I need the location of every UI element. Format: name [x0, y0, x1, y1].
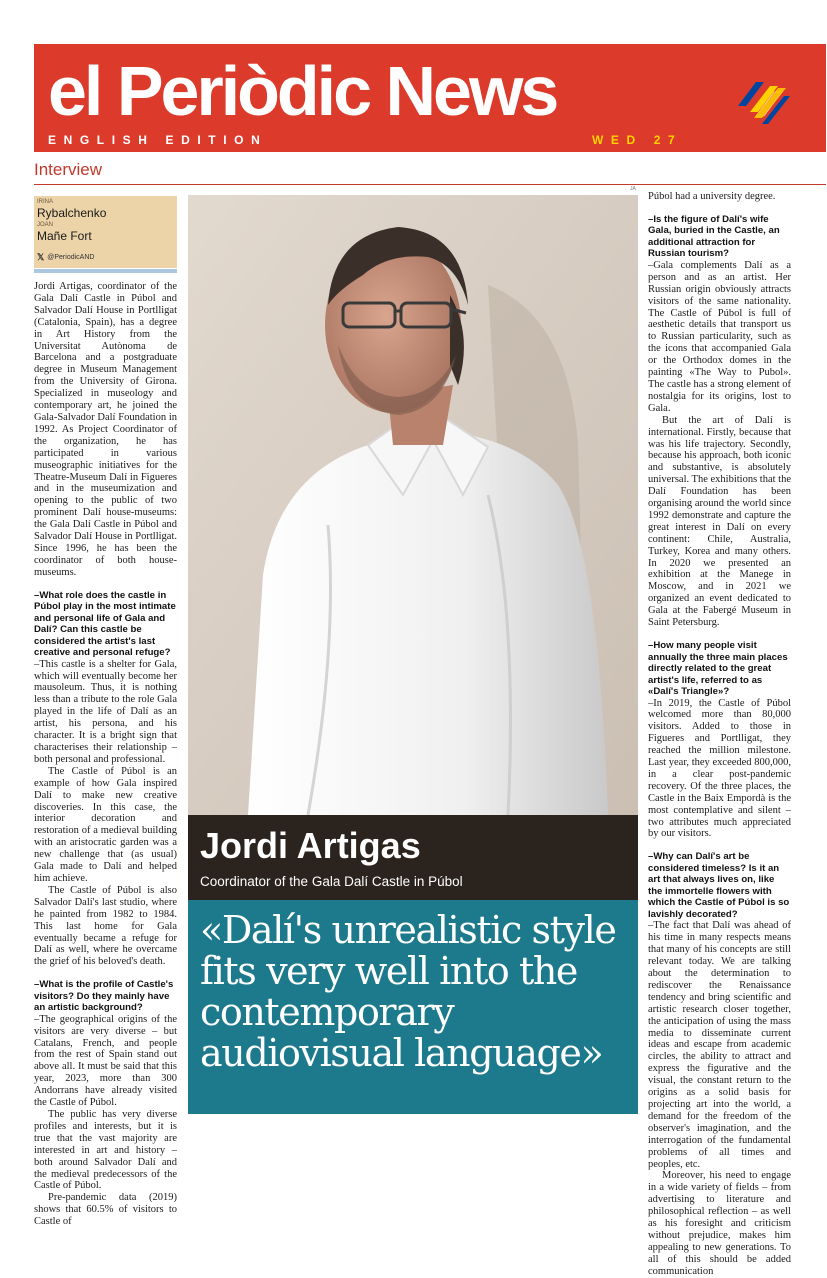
answer-paragraph: –The geographical origins of the visitors are very diverse – but Catalans, French, and people from the rest of Spain stand out above all. It must be said that this year, 2023, more than 300 Andorrans have already visited the Castle of Púbol. — [34, 1013, 177, 1109]
continued-paragraph: Púbol had a university degree. — [648, 191, 776, 202]
byline-divider — [34, 269, 177, 273]
interviewee-name: Jordi Artigas — [200, 825, 421, 866]
author-first-name: JOAN — [37, 222, 54, 228]
photo-credit: JA — [630, 186, 636, 192]
answer-paragraph: But the art of Dalí is international. Firstly, because that was his life trajectory. Secondly, because his approach, both iconic and substantive, is absolutely universal. The exhibitions that the Dalí Foundation has been organising around the world since 1992 demonstrate and capture the great interest in Dalí on every continent: Chile, Australia, Turkey, Korea and many others. In 2020 we presented an exhibition at the Manege in Moscow, and in 2021 we organized an event dedicated to Gala at the Fabergé Museum in Saint Petersburg. — [648, 414, 791, 629]
answer-paragraph: The Castle of Púbol is an example of how Gala inspired Dalí to make new creative discoveries. In this case, the interior decoration and restoration of a medieval building with an aristocratic garden was a new challenge that (as usual) Gala made to Dalí and helped him achieve. — [34, 765, 177, 884]
social-handle-text: @PeriodicAND — [47, 254, 95, 261]
portrait-photo — [188, 195, 638, 815]
social-handle[interactable] — [37, 252, 94, 263]
brand-stripes-icon — [734, 72, 790, 132]
issue-date: WED 27 — [592, 133, 683, 147]
intro-paragraph: Jordi Artigas, coordinator of the Gala Dalí Castle in Púbol and Salvador Dalí House in Portlligat (Catalonia, Spain), has a degree in Art History from the Universitat Autònoma de Barcelona and a postgraduate degree in Museum Management from the University of Girona. Specialized in museology and contemporary art, he joined the Gala-Salvador Dalí Foundation in 1992. As Project Coordinator of the organization, he has participated in various museographic initiatives for the Theatre-Museum Dalí in Figueres and in the museumization and opening to the public of two prominent Dalí house-museums: the Gala Dalí Castle in Púbol and Salvador Dalí House in Portlligat. Since 1996, he has been the coordinator of both house-museums. — [34, 281, 177, 578]
pull-quote: «Dalí's unrealistic style fits very well into the contemporary audiovisual language» — [200, 908, 616, 1075]
edition-label: ENGLISH EDITION — [48, 133, 268, 147]
question: –Is the figure of Dalí's wife Gala, buried in the Castle, an additional attraction for Russian tourism? — [648, 213, 780, 260]
answer-paragraph: –The fact that Dalí was ahead of his time in many respects means that many of his concepts are still relevant today. We are talking about the determination to rediscover the Renaissance tendency and bring scientific and artistic research closer together, the anticipation of using the mass media to disseminate current ideas and escape from academic circles, the ability to attract and express the figurative and the visual, the constant return to the origins as a solid basis for projecting art into the world, a demand for the freedom of the observer's imagination, and the interrogation of the fundamental problems of all times and peoples, etc. — [648, 920, 791, 1170]
byline-box — [34, 196, 177, 268]
section-divider — [34, 184, 826, 185]
question: –What is the profile of Castle's visitors? Do they mainly have an artistic background? — [34, 979, 174, 1014]
answer-paragraph: The public has very diverse profiles and interests, but it is true that the vast majority are interested in art and history – both around Salvador Dalí and the medieval predecessors of the Castle of Púbol. — [34, 1108, 177, 1192]
author-last-name: Mañe Fort — [37, 229, 92, 243]
x-logo-icon: 𝕏 — [37, 252, 45, 262]
author-first-name: IRINA — [37, 199, 54, 205]
answer-paragraph: Pre-pandemic data (2019) shows that 60.5% of visitors to Castle of — [34, 1192, 177, 1228]
question: –How many people visit annually the three main places directly related to the great artist's life, referred to as «Dalí's Triangle»? — [648, 640, 788, 697]
author-last-name: Rybalchenko — [37, 206, 107, 220]
left-text-column — [34, 281, 177, 1228]
pull-quote-box — [188, 900, 638, 1114]
question: –What role does the castle in Púbol play in the most intimate and personal life of Gala and Dalí? Can this castle be considered the artist's last creative and personal refuge? — [34, 589, 176, 659]
question: –Why can Dalí's art be considered timeless? Is it an art that always lives on, like the immortelle flowers with which the Castle of Púbol is so lavishly decorated? — [648, 851, 790, 920]
answer-paragraph: –Gala complements Dalí as a person and as an artist. Her Russian origin obviously attracts visitors of the same nationality. The Castle of Púbol is full of aesthetic details that transport us to Russian particularity, such as the icons that accompanied Gala or the Orthodox domes in the painting «The Way to Pubol». The castle has a strong element of nostalgia for its origins, lost to Gala. — [648, 259, 791, 414]
interviewee-role: Coordinator of the Gala Dalí Castle in Púbol — [200, 874, 463, 889]
name-banner — [188, 815, 638, 900]
right-text-column — [648, 191, 791, 1278]
newspaper-title: el Periòdic News — [48, 52, 557, 130]
answer-paragraph: –This castle is a shelter for Gala, which will eventually become her mausoleum. Thus, it is nothing less than a tribute to the role Gala played in the life of Dalí as an artist, his persona, and his character. It is a bright sign that characterises their relationship – both personal and professional. — [34, 658, 177, 765]
section-title: Interview — [34, 160, 103, 179]
portrait-illustration — [188, 195, 638, 815]
answer-paragraph: The Castle of Púbol is also Salvador Dalí's last studio, where he painted from 1982 to 1984. This last home for Gala eventually became a refuge for Dalí as well, where he overcame the grief of his beloved's death. — [34, 884, 177, 968]
answer-paragraph: –In 2019, the Castle of Púbol welcomed more than 80,000 visitors. Added to those in Figueres and Portlligat, they reached the million milestone. Last year, they exceeded 800,000, in a clear post-pandemic recovery. Of the three places, the Castle in the Baix Empordà is the most contemplative and silent – two attributes much appreciated by our visitors. — [648, 697, 791, 840]
answer-paragraph: Moreover, his need to engage in a wide variety of fields – from advertising to literature and philosophical reflection – as well as his foresight and criticism without prejudice, makes him appealing to new generations. To all of this should be added communication — [648, 1170, 791, 1277]
masthead — [34, 44, 826, 152]
